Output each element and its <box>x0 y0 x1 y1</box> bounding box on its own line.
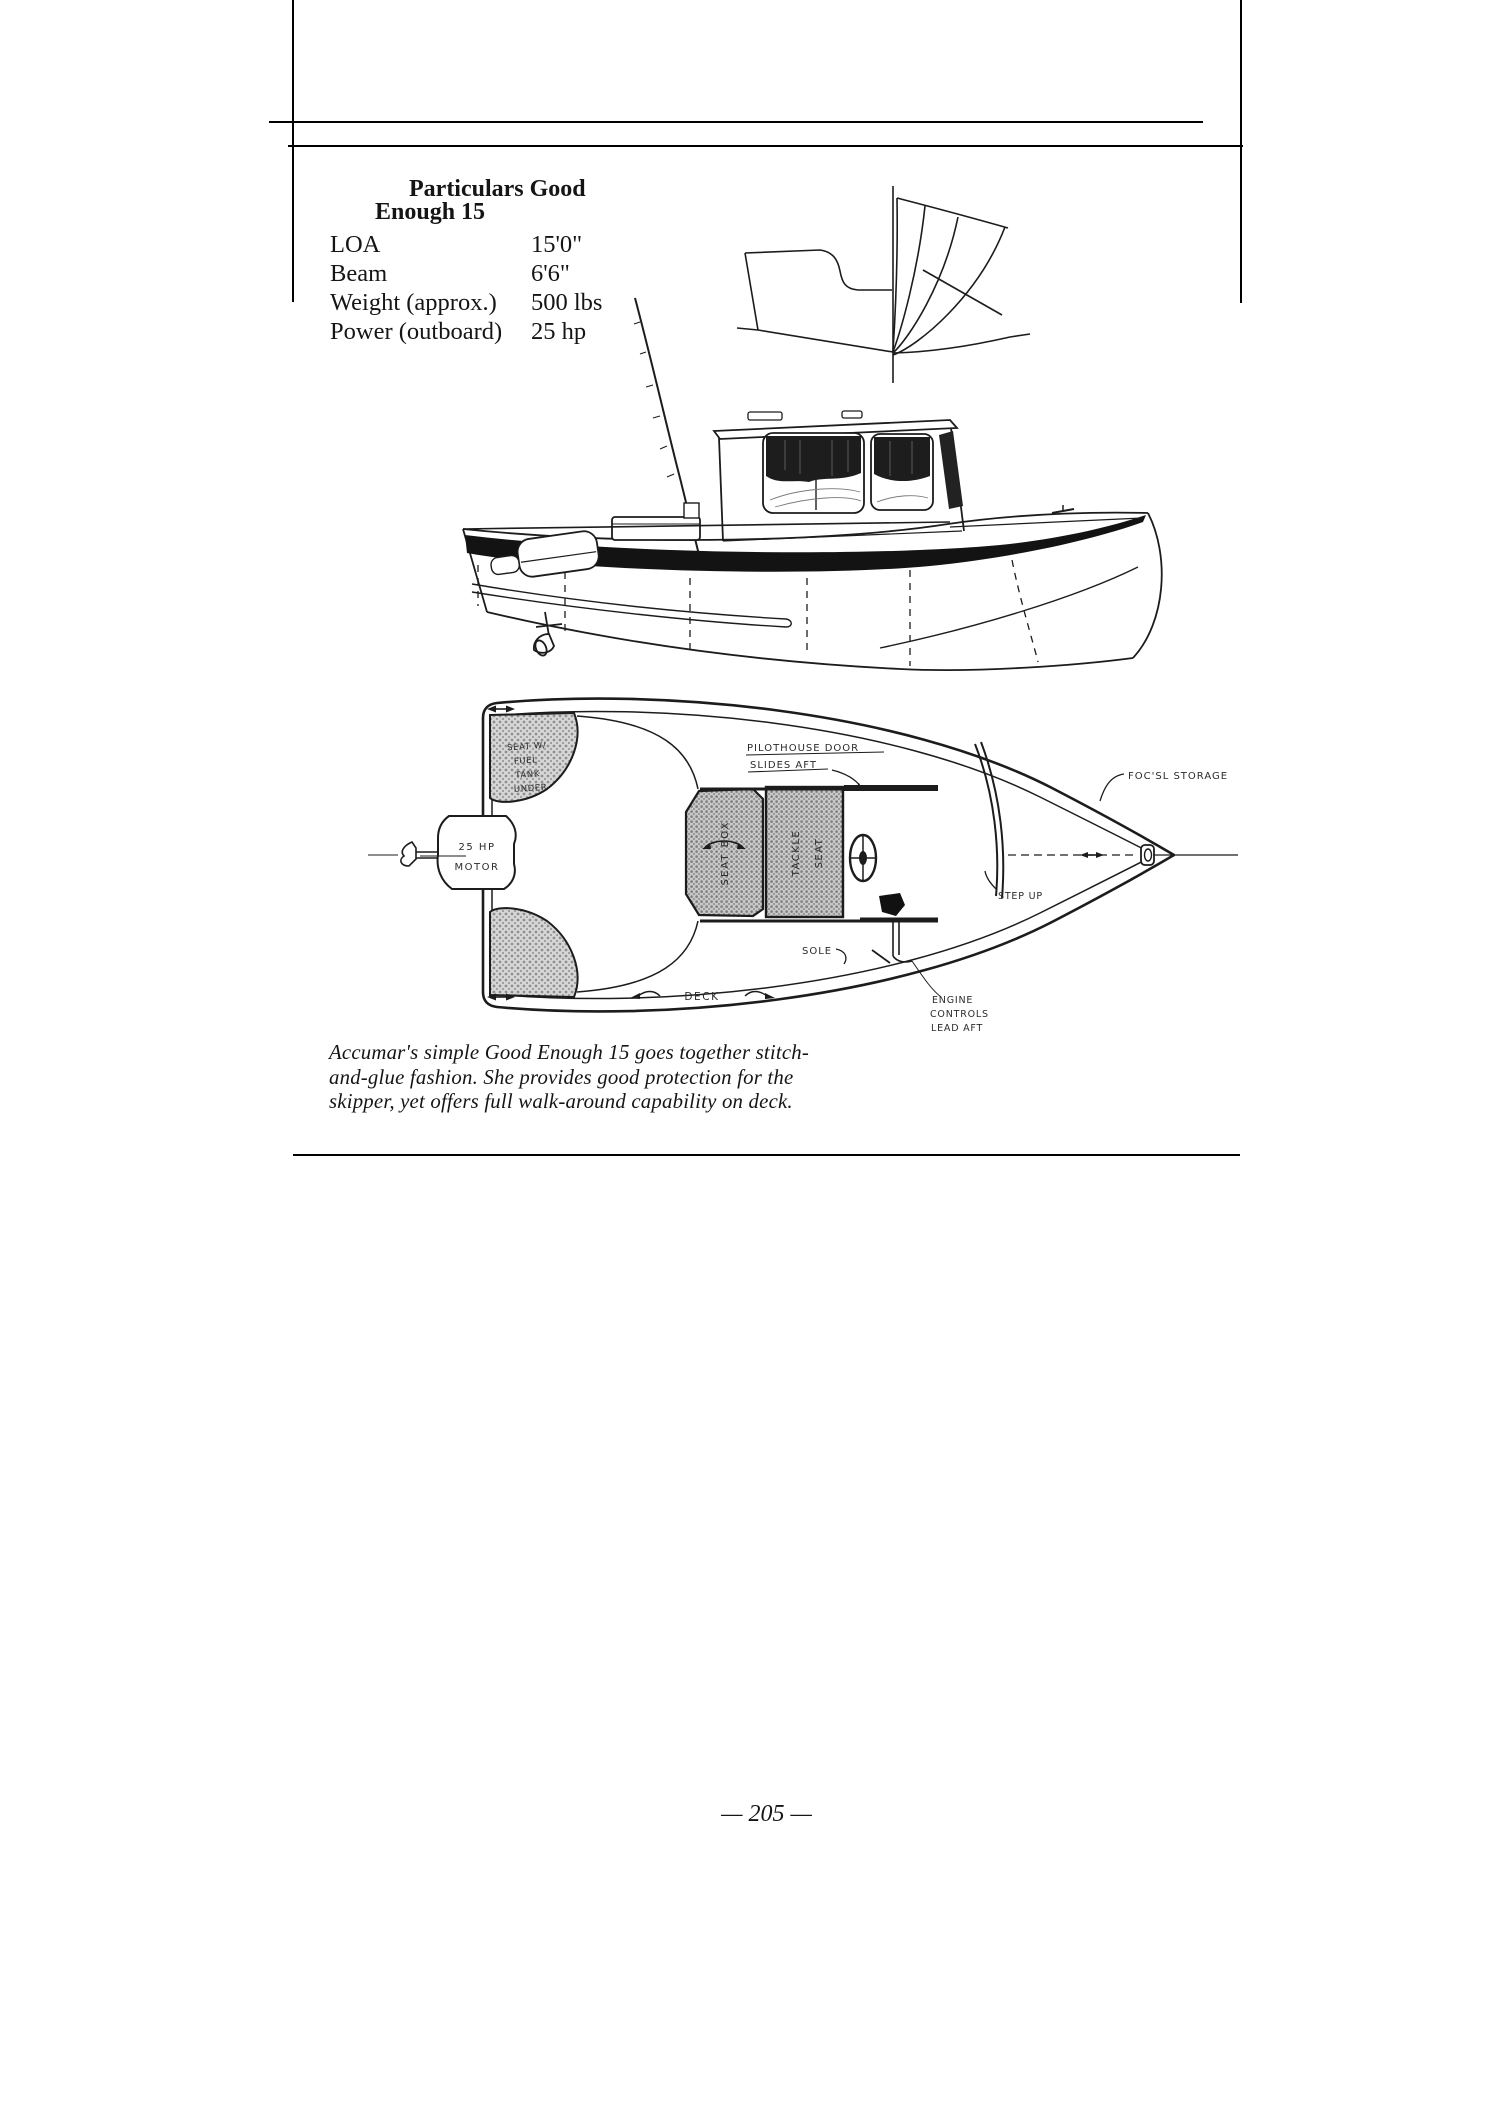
outboard-lower-unit <box>533 612 562 657</box>
deck-label: DECK <box>684 991 720 1003</box>
svg-text:SEAT W/: SEAT W/ <box>506 740 547 754</box>
particulars-title-line2: Enough 15 <box>375 199 486 225</box>
spec-label: Power (outboard) <box>330 318 503 345</box>
profile-view <box>463 298 1162 670</box>
pilothouse-door-label <box>747 743 859 771</box>
svg-text:MOTOR: MOTOR <box>454 862 500 873</box>
engine-control-cable <box>872 918 941 997</box>
body-plan-sketch <box>737 186 1030 383</box>
throttle-control <box>879 893 905 916</box>
steering-wheel <box>850 835 876 881</box>
tackle-seat-label-2: SEAT <box>814 837 825 869</box>
svg-text:ENGINE: ENGINE <box>932 995 974 1006</box>
tackle-seat-label-1: TACKLE <box>791 829 802 877</box>
svg-text:UNDER: UNDER <box>513 782 548 796</box>
svg-text:CONTROLS: CONTROLS <box>930 1009 989 1020</box>
spec-value: 25 hp <box>531 318 587 345</box>
svg-text:25 HP: 25 HP <box>458 842 496 853</box>
windshield <box>939 431 963 509</box>
svg-text:FUEL: FUEL <box>513 755 538 767</box>
page-number: — 205 — <box>721 1801 812 1827</box>
caption-line: skipper, yet offers full walk-around capability on deck. <box>329 1090 793 1114</box>
seat-box-label: SEAT BOX <box>720 820 731 886</box>
spec-value: 15'0" <box>531 231 583 258</box>
spec-label: LOA <box>330 231 381 258</box>
spec-value: 500 lbs <box>531 289 603 316</box>
svg-text:TANK: TANK <box>515 769 541 781</box>
spec-label: Beam <box>330 260 388 287</box>
particulars-title-line1: Particulars Good <box>409 176 586 202</box>
sole-label: SOLE <box>802 946 833 957</box>
engine-controls-label <box>930 995 989 1034</box>
caption-line: Accumar's simple Good Enough 15 goes together stitch- <box>329 1041 810 1064</box>
caption-line: and-glue fashion. She provides good protection for the <box>329 1065 794 1089</box>
tackle-seat <box>766 787 843 917</box>
step-up-label: STEP UP <box>998 891 1043 902</box>
figure-caption <box>329 1041 809 1115</box>
svg-text:LEAD AFT: LEAD AFT <box>931 1023 984 1034</box>
stern-quarter-seat <box>490 908 578 997</box>
svg-text:SLIDES AFT: SLIDES AFT <box>750 760 817 771</box>
focsl-storage-label: FOC'SL STORAGE <box>1128 771 1229 782</box>
spec-value: 6'6" <box>531 260 570 287</box>
pilothouse <box>714 411 964 541</box>
spec-label: Weight (approx.) <box>330 289 497 316</box>
svg-text:PILOTHOUSE DOOR: PILOTHOUSE DOOR <box>747 743 860 754</box>
outboard-motor-cowl <box>488 530 600 583</box>
